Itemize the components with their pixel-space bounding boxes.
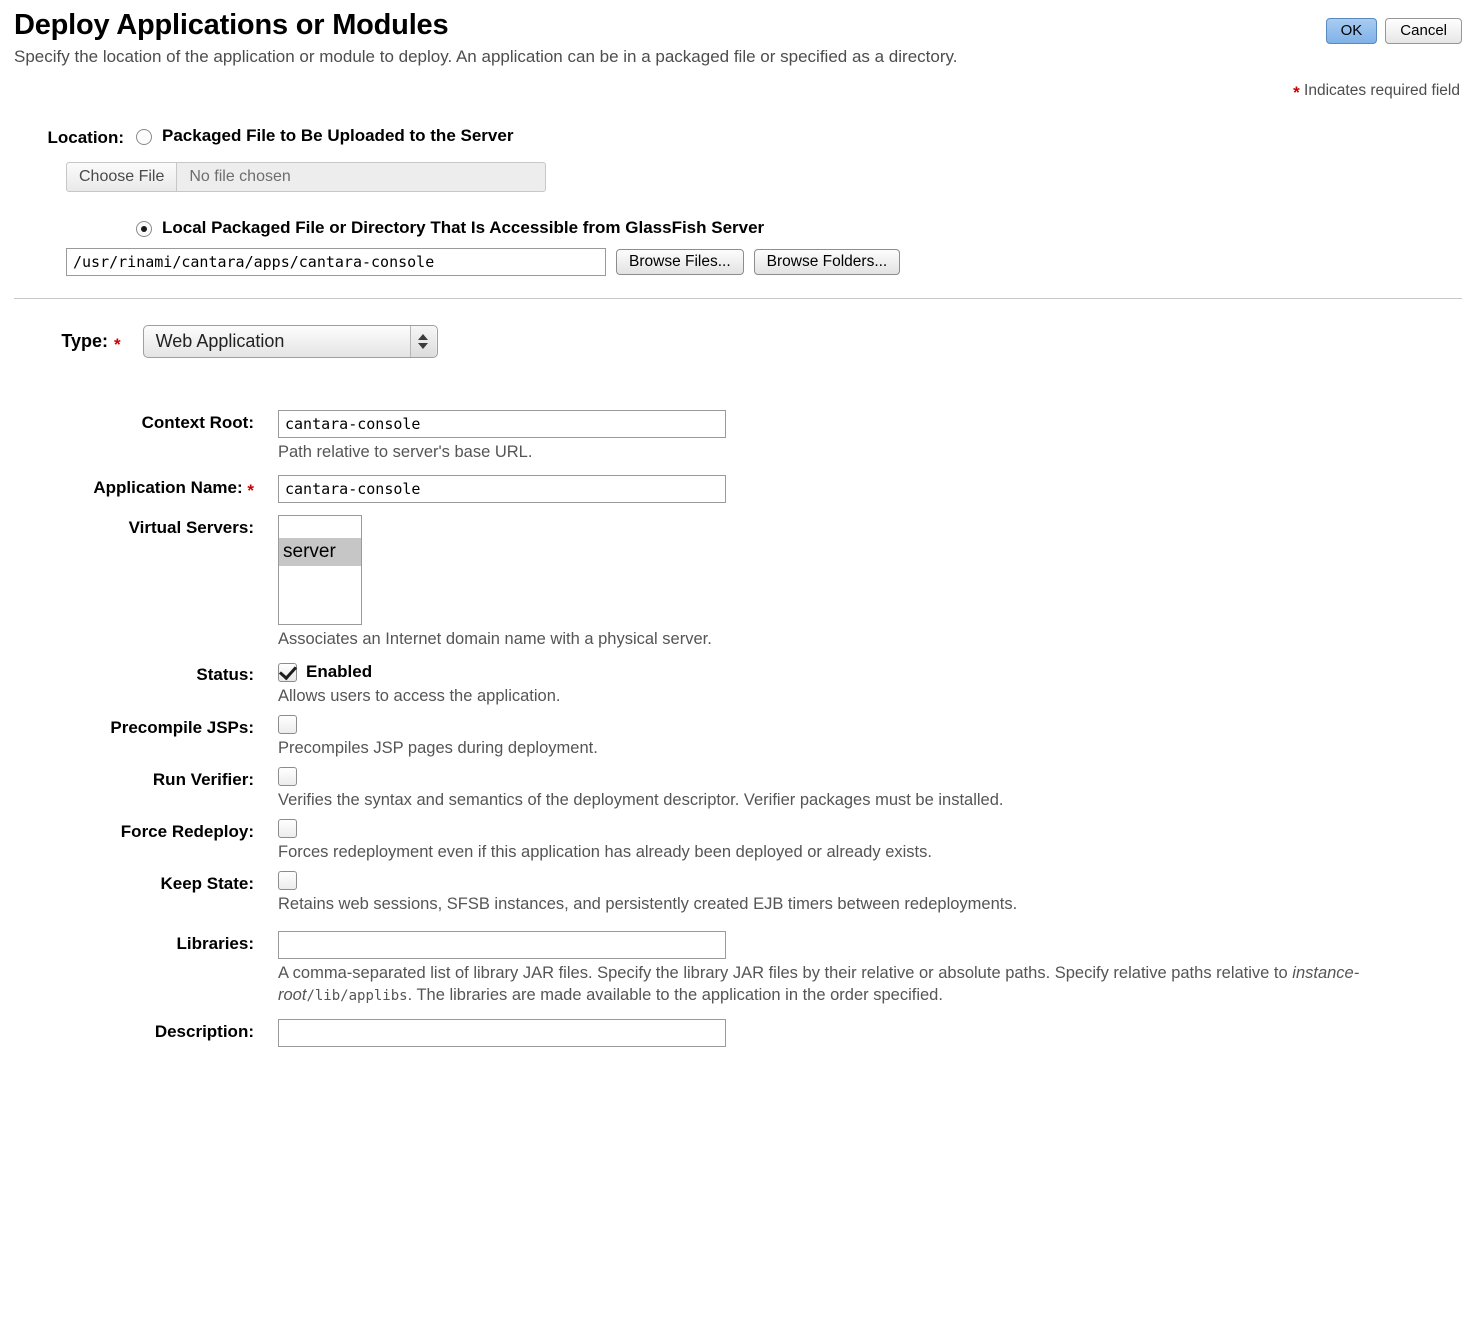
- force-redeploy-label: Force Redeploy:: [120, 822, 254, 841]
- location-upload-row: [14, 126, 1462, 148]
- browse-folders-button[interactable]: Browse Folders...: [754, 249, 901, 275]
- chosen-file-name: No file chosen: [189, 168, 291, 185]
- location-section: [14, 126, 1462, 276]
- precompile-jsps-hint: Precompiles JSP pages during deployment.: [278, 739, 598, 757]
- deploy-form: [14, 410, 1462, 1047]
- run-verifier-row: [14, 767, 1462, 811]
- cancel-button[interactable]: Cancel: [1385, 18, 1462, 44]
- application-name-label-text: Application Name:: [93, 478, 243, 497]
- required-note-text: Indicates required field: [1304, 82, 1460, 99]
- libraries-hint-part2: . The libraries are made available to the application in the order specified.: [407, 986, 943, 1004]
- description-row: [14, 1019, 1462, 1047]
- type-select[interactable]: [143, 325, 438, 358]
- keep-state-row: [14, 871, 1462, 915]
- type-row: Type: * Web Application: [14, 325, 1462, 358]
- type-select-value: Web Application: [155, 331, 285, 351]
- header-button-group: [1326, 8, 1462, 44]
- status-checkbox-line: [278, 662, 1462, 682]
- status-hint: Allows users to access the application.: [278, 687, 561, 705]
- keep-state-hint: Retains web sessions, SFSB instances, and persistently created EJB timers between redeployments.: [278, 895, 1018, 913]
- select-stepper-icon[interactable]: [410, 326, 436, 357]
- description-input[interactable]: [278, 1019, 726, 1047]
- description-label: Description:: [154, 1022, 254, 1041]
- libraries-row: [14, 931, 1462, 1007]
- keep-state-label: Keep State:: [160, 874, 254, 893]
- context-root-label: Context Root:: [141, 413, 254, 432]
- status-row: [14, 662, 1462, 707]
- libraries-hint-part1: A comma-separated list of library JAR files. Specify the library JAR files by their relative or absolute paths. Specify relative paths relative to: [278, 964, 1293, 982]
- section-divider: [14, 298, 1462, 299]
- status-enabled-label: Enabled: [306, 662, 373, 681]
- virtual-servers-option[interactable]: server: [279, 538, 361, 566]
- virtual-servers-label: Virtual Servers:: [128, 518, 254, 537]
- required-asterisk-icon: *: [1293, 83, 1300, 102]
- dialog-header: [14, 0, 1462, 44]
- required-field-note: [14, 82, 1462, 100]
- precompile-jsps-label: Precompile JSPs:: [110, 718, 254, 737]
- local-path-input[interactable]: [66, 248, 606, 276]
- radio-local-file-label: Local Packaged File or Directory That Is Accessible from GlassFish Server: [162, 218, 765, 237]
- radio-local-file[interactable]: [136, 221, 152, 237]
- type-label: Type:: [61, 331, 108, 351]
- libraries-label: Libraries:: [176, 934, 254, 953]
- force-redeploy-row: [14, 819, 1462, 863]
- status-label: Status:: [196, 665, 254, 684]
- radio-upload-file-label: Packaged File to Be Uploaded to the Server: [162, 126, 514, 145]
- libraries-input[interactable]: [278, 931, 726, 959]
- force-redeploy-hint: Forces redeployment even if this application has already been deployed or already exists.: [278, 843, 932, 861]
- application-name-label: [14, 475, 264, 501]
- status-enabled-checkbox[interactable]: [278, 663, 297, 682]
- location-label: Location:: [47, 128, 124, 147]
- run-verifier-checkbox[interactable]: [278, 767, 297, 786]
- location-local-spacer: [14, 218, 136, 220]
- location-local-row: [14, 218, 1462, 238]
- libraries-hint: [278, 962, 1462, 1007]
- keep-state-checkbox[interactable]: [278, 871, 297, 890]
- context-root-hint: Path relative to server's base URL.: [278, 443, 533, 461]
- application-name-row: [14, 475, 1462, 503]
- precompile-jsps-row: [14, 715, 1462, 759]
- virtual-servers-listbox[interactable]: [278, 515, 362, 625]
- context-root-row: [14, 410, 1462, 463]
- context-root-input[interactable]: [278, 410, 726, 438]
- browse-files-button[interactable]: Browse Files...: [616, 249, 744, 275]
- page-subtitle: Specify the location of the application or module to deploy. An application can be in a packaged file or specified as a directory.: [14, 47, 958, 66]
- file-upload-control[interactable]: [66, 162, 546, 192]
- libraries-hint-italic: instance-root: [278, 964, 1360, 1004]
- virtual-servers-hint: Associates an Internet domain name with a physical server.: [278, 630, 712, 648]
- libraries-hint-code: /lib/applibs: [306, 988, 408, 1004]
- run-verifier-label: Run Verifier:: [152, 770, 254, 789]
- precompile-jsps-checkbox[interactable]: [278, 715, 297, 734]
- page-title: Deploy Applications or Modules: [14, 9, 449, 41]
- radio-upload-file[interactable]: [136, 129, 152, 145]
- virtual-servers-row: [14, 515, 1462, 650]
- run-verifier-hint: Verifies the syntax and semantics of the deployment descriptor. Verifier packages must be installed.: [278, 791, 1004, 809]
- choose-file-button[interactable]: Choose File: [67, 163, 177, 191]
- ok-button[interactable]: OK: [1326, 18, 1378, 44]
- application-name-input[interactable]: [278, 475, 726, 503]
- local-path-row: [66, 248, 1462, 276]
- force-redeploy-checkbox[interactable]: [278, 819, 297, 838]
- application-name-required-asterisk-icon: *: [247, 481, 254, 500]
